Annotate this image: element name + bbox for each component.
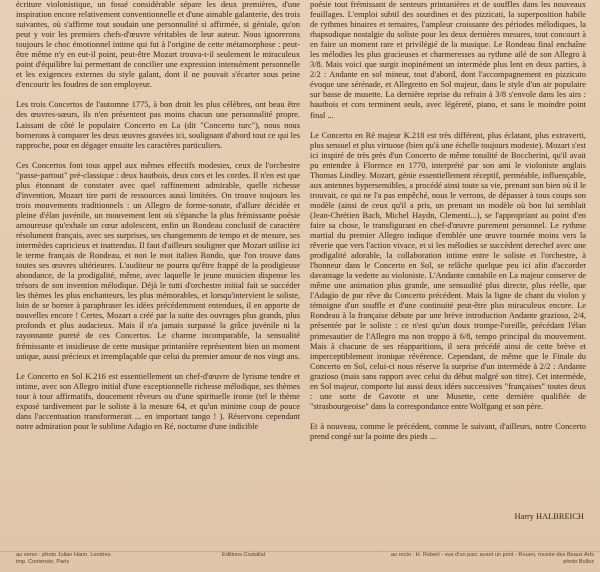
right-text-column: [310, 0, 586, 442]
footer-text: imp. Contensin, Paris: [16, 559, 70, 565]
footer-text: au recto : H. Robert - vue d'un parc avant un pont - Rouen, musée des Beaux Arts: [390, 552, 594, 558]
paragraph: écriture violonistique, un fossé considérable sépare les deux premières, d'une inspiration encore relativement conventionnelle et d'une aimable galanterie, des trois suivantes, où s'affirme tout soudain une personnalité si affirmée, si géniale, qu'on peut y voir les premiers chefs-d'œuvre véritables de leur auteur. Nous ignorerons toujours le choc émotionnel intime qui fut à l'origine de cette métamorphose : peut-être même n'y en eut-il point, peut-être Mozart trouva-t-il seulement le miraculeux point d'équilibre lui permettant de concilier une expression intensément personnelle et les exigences externes du style galant, dont il ne pouvait s'écarter sous peine d'encourir les foudres de son employeur.: [16, 0, 300, 90]
footer-publisher: [222, 552, 322, 559]
paragraph: Et à nouveau, comme le précédent, comme le suivant, d'ailleurs, notre Concerto prend congé sur la pointe des pieds ...: [310, 421, 586, 441]
footer-text: au verso : photo Julian Hann, Londres: [16, 552, 111, 558]
paragraph: Le Concerto en Ré majeur K.218 est très différent, plus éclatant, plus extraverti, plus sensuel et plus virtuose (bien qu'à une échelle toujours modeste). Mozart s'est ici inspiré de très près d'un Concerto de même tonalité de Boccherini, qu'il avait pu entendre à Florence en 1770, interprété par son ami le violoniste anglais Thomas Lindley. Mozart, génie essentiellement réceptif, perméable, influençable, aux antennes hypersensibles, a procédé ainsi toute sa vie, prenant son bien où il le trouvait, ce qui ne l'a pas empêché, nous le verrons, de dépasser à tous coups son modèle (ainsi de ceux qu'il a pris, un prenant un modèle où bon lui semblait (Jean-Chrétien Bach, Michel Haydn, Clementi...), se l'appropriant au point d'en faire sa chose, le transfigurant en chef-d'œuvre purement personnel. Le rythme martial du premier Allegro indique d'emblée une œuvre tournée moins vers la rêverie que vers l'action vivace, et si les mélodies se succèdent derechef avec une prodigalité adorable, la collaboration intime entre le soliste et l'orchestre, à l'honneur dans le Concerto en Sol, se relâche quelque peu ici afin d'accorder davantage la vedette au violoniste. L'Andante cantabile en La majeur conserve de même une animation plus grande, une sensualité plus directe, plus réelle, que l'Adagio de pur rêve du Concerto précédent. Mais la ligne de chant du violon y témoigne d'un souffle et d'une continuité peut-être plus miraculeux encore. Le Rondeau à la française débute par une brève introduction Andante grazioso, 2/4, présentée par le soliste : ce n'est qu'un doux trompe-l'oreille, précédant l'élan primesautier de l'Allegro ma non troppo à 6/8, tempo principal du mouvement. Mais à chacune de ses réapparitions, il sera précédé ainsi de cette brève et imperceptiblement ironique révérence. Cependant, de même que le Finale du Concerto en Sol, celui-ci nous réserve la surprise d'un intermède à 2/2 : Andante grazioso (mais sans rapport avec celui du début malgré son titre). Cet intermède, en Sol majeur, comporte lui aussi deux idées successives "françaises" toutes deux : une sorte de Gavotte et une Musette, cette dernière qualifiée de "strasbourgeoise" dans la correspondance entre Wolfgang et son père.: [310, 130, 586, 411]
footer-credits-left: [16, 552, 186, 566]
footer-text: Editions Costallat: [222, 552, 266, 558]
footer-credits-right: [370, 552, 594, 566]
left-text-column: [16, 0, 300, 432]
paragraph: Les trois Concertos de l'automne 1775, à bon droit les plus célèbres, ont beau être des œuvres-sœurs, ils n'en présentent pas moins chacun une personnalité propre. Laissant de côté le populaire Concerto en La (dit "Concerto turc"), nous nous bornerons à comparer les deux œuvres gravées ici, soulignant d'abord tout ce qui les rapproche, pour en dégager ensuite les caractères particuliers.: [16, 100, 300, 150]
author-signature: Harry HALBREICH: [514, 512, 584, 521]
paragraph: poésie tout frémissant de senteurs printanières et de souffles dans les nouveaux feuillages. L'emploi subtil des sourdines et des pizzicati, la superposition habile de rythmes binaires et ternaires, l'ampleur croissante des périodes mélodiques, la rhapsodique nostalgie du soliste pour les deux dernières mesures, tout concourt à en faire un moment rare et privilégié de la musique. Le Rondeau final enchaîne les mélodies les plus gracieuses et charmeresses au rythme ailé de son Allegro à 3/8. Mais voici que surgit inopinément un intermède plus lent en deux parties, à 2/2 : Andante en sol mineur, tout d'abord, dont l'accompagnement en pizzicato évoque une sérénade, et Allegretto en Sol majeur, dans le style d'un air populaire sur basse de musette. La dernière reprise du refrain à 3/8 s'envole dans les airs : hautbois et cors terminent seuls, avec légèreté, piano, et sans le moindre point final ...: [310, 0, 586, 120]
footer-text: photo Bulloz: [563, 559, 594, 565]
paragraph: Le Concerto en Sol K.216 est essentiellement un chef-d'œuvre de lyrisme tendre et intime, avec son Allegro initial d'une exceptionnelle richesse mélodique, ses thèmes tour à tour affirmatifs, doucement rêveurs ou d'une spirituelle ironie (tel le thème exposé tardivement par le soliste à la mesure 64, et qu'un minime coup de pouce dans l'accentuation transformerait ... en important tango ! ). Réservons cependant notre admiration pour le sublime Adagio en Ré, nocturne d'une indicible: [16, 371, 300, 431]
paragraph: Ces Concertos font tous appel aux mêmes effectifs modestes, ceux de l'orchestre "passe-partout" pré-classique : deux hautbois, deux cors et les cordes. Il n'en est que plus étonnant de constater avec quel raffinement admirable, quelle richesse d'invention, Mozart tire parti de ressources aussi limitées. On trouve toujours les trois mouvements traditionnels : un Allegro de forme-sonate, d'allure décidée et pleine d'élan juvénile, un mouvement lent où s'épanche la plus frémissante poésie amoureuse qu'exhale un cœur adolescent, enfin un Rondeau conclusif de caractère résolument français, avec ses surprises, ses changements de tempo et de mesure, ses intermèdes capricieux et inattendus. Il faut d'ailleurs souligner que Mozart utilise ici le terme français de Rondeau, et non le mot italien Rondo, que l'on trouve dans toutes ses œuvres ultérieures. L'auditeur ne pourra qu'être frappé de la prodigieuse abondance, de la prodigalité, même, avec laquelle le jeune musicien dispense les trésors de son invention mélodique. Déjà le tutti d'orchestre initial fait se succéder les thèmes les plus enchanteurs, les plus mémorables, et lorsqu'intervient le soliste, loin de se borner à paraphraser les idées précédemment entendues, il en apporte de nouvelles encore ! Certes, Mozart a créé par la suite des ouvrages plus grands, plus profonds et plus audacieux. Mais il n'a jamais surpassé la grâce juvénile ni la rayonnante pureté de ces Concertos. Le charme incomparable, la sensualité frémissante et insidieuse de cette musique printanière représentent bien un moment unique, aussi précieux et irremplaçable que celui du premier amour de nos vingt ans.: [16, 160, 300, 361]
